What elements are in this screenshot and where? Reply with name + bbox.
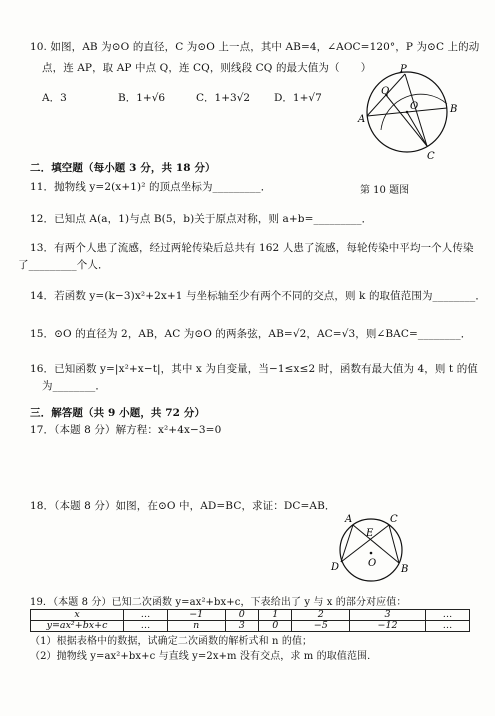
q19-cell: −1 [167, 610, 225, 621]
q19-cell: 3 [350, 610, 426, 621]
q13-line2: 了_________个人． [18, 259, 109, 271]
q10-label-a: A [358, 114, 366, 125]
q18-label-d: D [331, 562, 340, 573]
q11-text: 11．抛物线 y=2(x+1)² 的顶点坐标为_________． [30, 181, 272, 193]
q19-part1: （1）根据表格中的数据，试确定二次函数的解析式和 n 的值； [30, 636, 313, 647]
q19-cell: x [31, 610, 124, 621]
q19-table [30, 609, 470, 632]
q19-part2: （2）抛物线 y=ax²+bx+c 与直线 y=2x+m 没有交点，求 m 的取值范围． [30, 651, 378, 662]
q15-text: 15．⊙O 的直径为 2，AB，AC 为⊙O 的两条弦，AB=√2，AC=√3，则∠BAC=________． [30, 328, 472, 340]
q14-text: 14．若函数 y=(k−3)x²+2x+1 与坐标轴至少有两个不同的交点，则 k 的取值范围为________． [30, 290, 486, 302]
q18-figure [326, 510, 416, 588]
q18-label-b: B [401, 564, 409, 575]
q19-cell: n [167, 621, 225, 632]
q17-text: 17．（本题 8 分）解方程：x²+4x−3=0 [30, 424, 222, 436]
q19-row-x [31, 610, 470, 621]
section3-title: 三．解答题（共 9 小题，共 72 分） [30, 407, 206, 419]
q16-line1: 16．已知函数 y=|x²+x−t|，其中 x 为自变量，当−1≤x≤2 时，函数有最大值为 4，则 t 的值 [30, 363, 478, 375]
q10-option-d: D．1+√7 [274, 92, 322, 104]
q19-row-y [31, 621, 470, 632]
q18-text: 18．（本题 8 分）如图，在⊙O 中，AD=BC，求证：DC=AB． [30, 500, 336, 512]
q10-label-p: P [400, 64, 407, 75]
q19-cell: −5 [292, 621, 350, 632]
q19-cell: −12 [350, 621, 426, 632]
q18-label-o: O [368, 558, 377, 569]
section2-title: 二．填空题（每小题 3 分，共 18 分） [30, 162, 216, 174]
q16-line2: 为________． [42, 380, 106, 392]
q18-label-e: E [366, 528, 374, 539]
q10-label-o: O [410, 101, 419, 112]
q19-cell: 0 [225, 610, 258, 621]
q10-option-a: A．3 [42, 92, 67, 104]
q10-label-b: B [450, 104, 458, 115]
q10-option-b: B．1+√6 [118, 92, 166, 104]
q10-label-c: C [427, 151, 435, 162]
q19-cell: 2 [292, 610, 350, 621]
q13-line1: 13．有两个人患了流感，经过两轮传染后总共有 162 人患了流感，每轮传染中平均一个人传染 [30, 242, 474, 254]
q10-option-c: C．1+3√2 [196, 92, 251, 104]
q19-cell: … [124, 621, 168, 632]
q19-cell: … [124, 610, 168, 621]
q10-caption: 第 10 题图 [360, 185, 410, 196]
q10-figure [345, 64, 475, 164]
q12-text: 12．已知点 A(a，1)与点 B(5，b)关于原点对称，则 a+b=_________． [30, 213, 373, 225]
q19-cell: 1 [259, 610, 292, 621]
q19-cell: 0 [259, 621, 292, 632]
q10-line1: 10. 如图，AB 为⊙O 的直径，C 为⊙O 上一点，其中 AB=4，∠AOC=120°，P 为⊙C 上的动 [30, 41, 480, 53]
q19-cell: 3 [225, 621, 258, 632]
q10-label-q: Q [381, 86, 390, 97]
q18-label-a: A [345, 514, 353, 525]
q18-label-c: C [390, 514, 398, 525]
q19-cell: … [426, 610, 470, 621]
q10-line2: 点，连 AP，取 AP 中点 Q，连 CQ，则线段 CQ 的最大值为（ ） [42, 62, 372, 74]
q19-cell: y=ax²+bx+c [31, 621, 124, 632]
q19-intro: 19．（本题 8 分）已知二次函数 y=ax²+bx+c，下表给出了 y 与 x 的部分对应值： [30, 597, 407, 608]
q19-cell: … [426, 621, 470, 632]
